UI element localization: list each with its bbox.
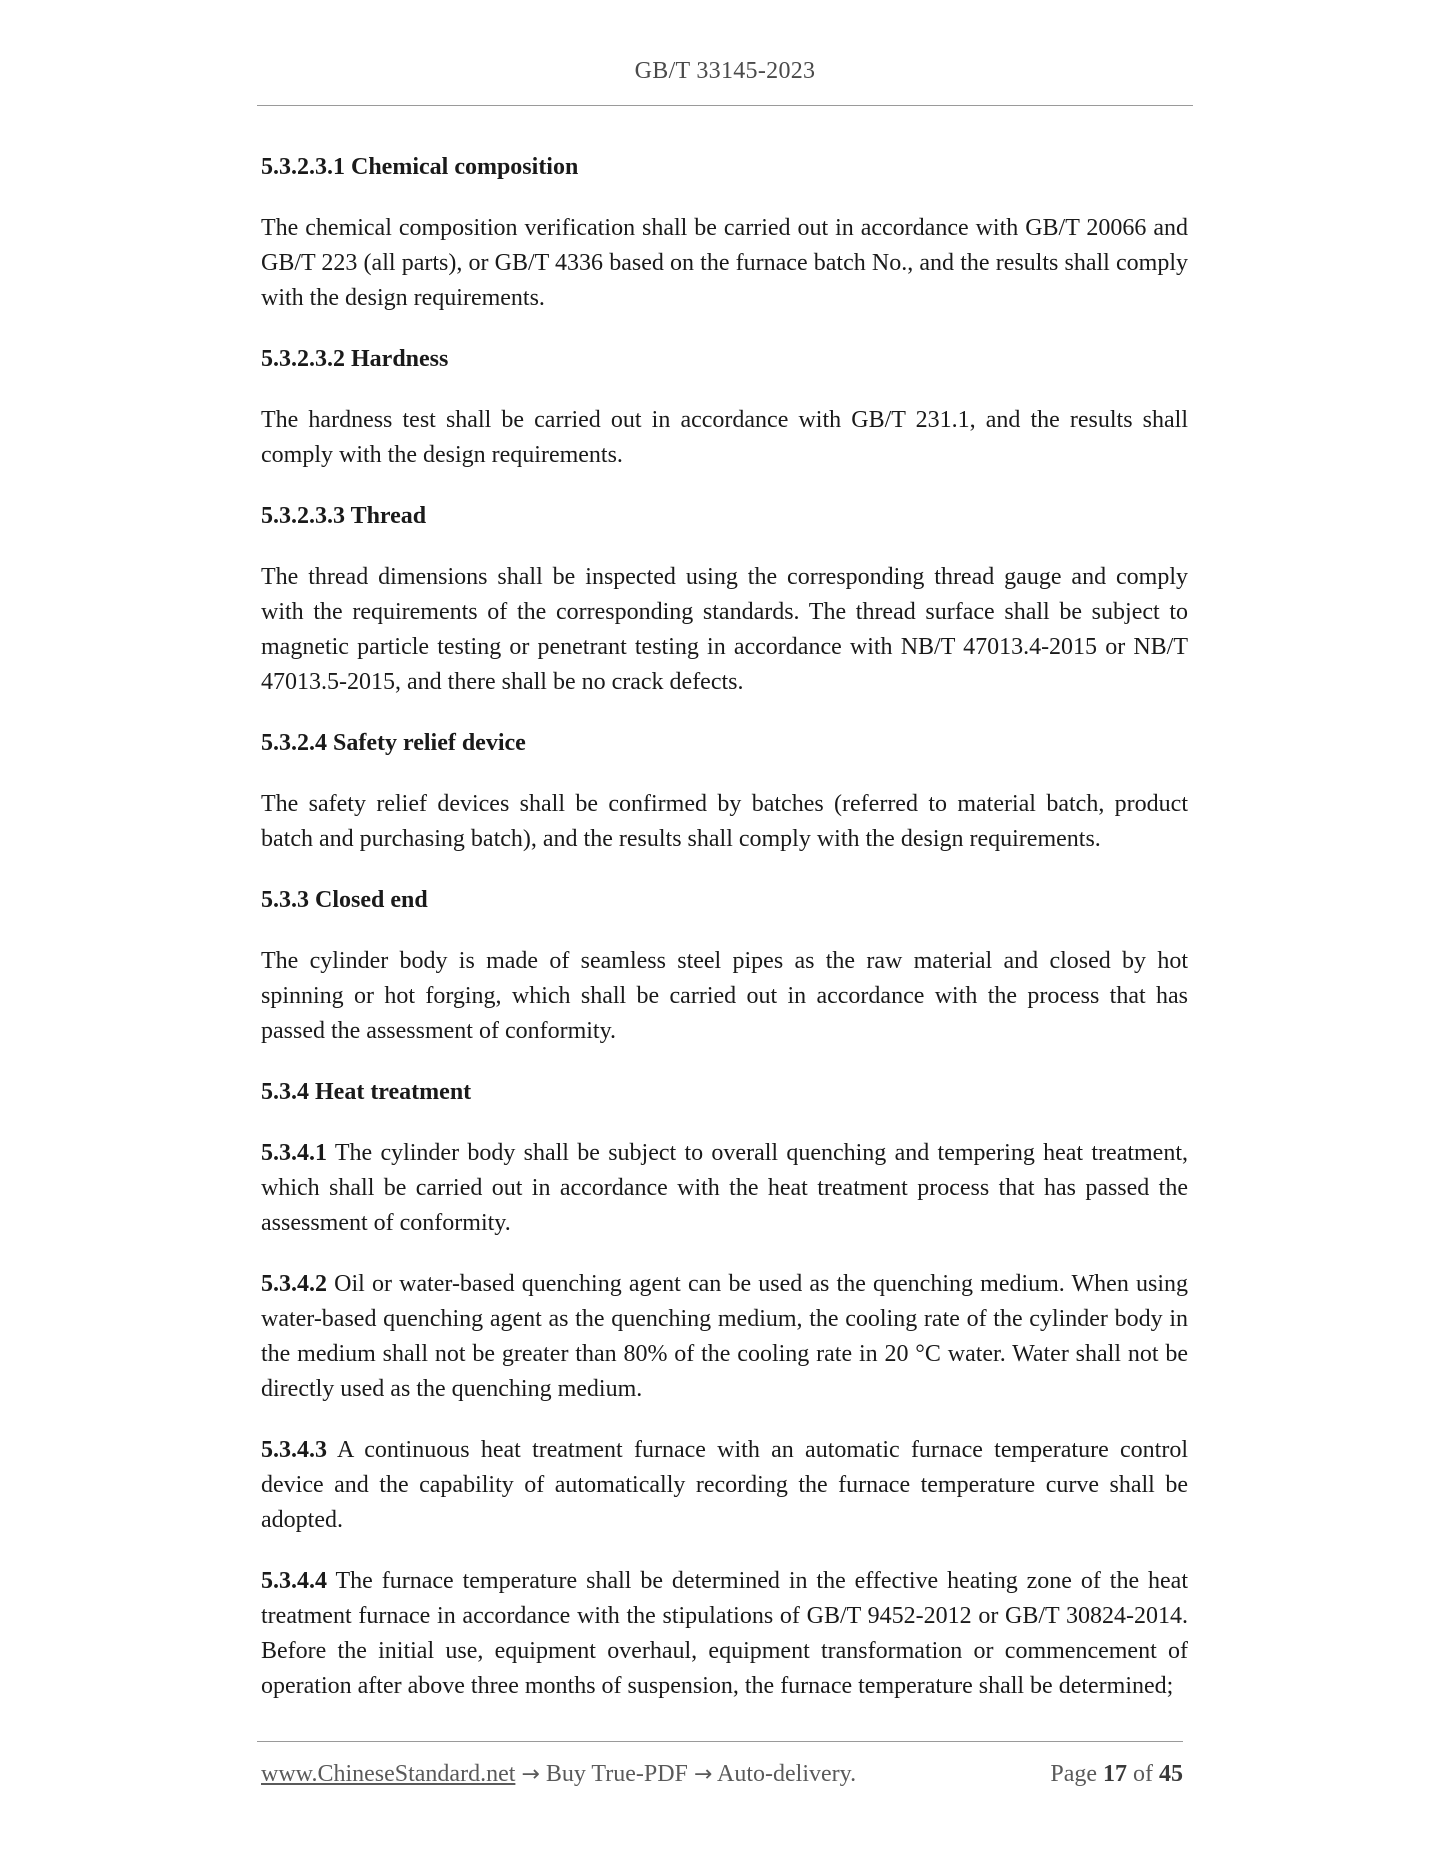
- page-word: Page: [1050, 1761, 1097, 1787]
- delivery-text: Auto-delivery.: [712, 1761, 857, 1787]
- section-paragraph: [261, 403, 1188, 473]
- section-paragraph: [261, 560, 1188, 700]
- clause-paragraph: [261, 1433, 1188, 1538]
- clause-number: 5.3.4.3: [261, 1437, 327, 1463]
- section-heading: 5.3.4 Heat treatment: [261, 1079, 472, 1105]
- page-header: GB/T 33145-2023: [634, 58, 816, 84]
- arrow-right-icon: →: [693, 1762, 713, 1787]
- of-word: of: [1133, 1761, 1153, 1787]
- clause-number: 5.3.4.4: [261, 1568, 327, 1594]
- paragraph-text: Oil or water-based quenching agent can be used as the quenching medium. When using water-based quenching agent as the quenching medium, the cooling rate of the cylinder body in the medium shall not be greater than 80% of the cooling rate in 20 °C water. Water shall not be directly used as the quenching medium.: [261, 1271, 1188, 1402]
- page-total: 45: [1159, 1761, 1183, 1787]
- site-link[interactable]: www.ChineseStandard.net: [261, 1761, 516, 1787]
- paragraph-text: The thread dimensions shall be inspected using the corresponding thread gauge and comply with the requirements of the corresponding standards. The thread surface shall be subject to magnetic particle testing or penetrant testing in accordance with NB/T 47013.4-2015 or NB/T 47013.5-2015, and there shall be no crack defects.: [261, 564, 1188, 695]
- paragraph-text: The cylinder body shall be subject to overall quenching and tempering heat treatment, which shall be carried out in accordance with the heat treatment process that has passed the assessment of conformity.: [261, 1140, 1188, 1236]
- clause-number: 5.3.4.1: [261, 1140, 327, 1166]
- section-heading: 5.3.3 Closed end: [261, 887, 428, 913]
- clause-paragraph: [261, 1267, 1188, 1407]
- document-body: [261, 150, 1188, 1730]
- buy-text: Buy True-PDF: [539, 1761, 694, 1787]
- paragraph-text: The hardness test shall be carried out in accordance with GB/T 231.1, and the results shall comply with the design requirements.: [261, 407, 1188, 468]
- clause-paragraph: [261, 1136, 1188, 1241]
- paragraph-text: The furnace temperature shall be determined in the effective heating zone of the heat treatment furnace in accordance with the stipulations of GB/T 9452-2012 or GB/T 30824-2014. Before the initial use, equipment overhaul, equipment transformation or commencement of operation after above three months of suspension, the furnace temperature shall be determined;: [261, 1568, 1188, 1699]
- page-number: [1050, 1758, 1183, 1790]
- clause-number: 5.3.4.2: [261, 1271, 327, 1297]
- section-heading: 5.3.2.3.2 Hardness: [261, 346, 449, 372]
- section-heading: 5.3.2.3.3 Thread: [261, 503, 427, 529]
- footer-divider: [257, 1741, 1183, 1742]
- section-paragraph: [261, 211, 1188, 316]
- section-paragraph: [261, 944, 1188, 1049]
- clause-paragraph: [261, 1564, 1188, 1704]
- paragraph-text: A continuous heat treatment furnace with an automatic furnace temperature control device and the capability of automatically recording the furnace temperature curve shall be adopted.: [261, 1437, 1188, 1533]
- section-heading: 5.3.2.3.1 Chemical composition: [261, 154, 579, 180]
- paragraph-text: The safety relief devices shall be confirmed by batches (referred to material batch, product batch and purchasing batch), and the results shall comply with the design requirements.: [261, 791, 1188, 852]
- paragraph-text: The cylinder body is made of seamless steel pipes as the raw material and closed by hot spinning or hot forging, which shall be carried out in accordance with the process that has passed the assessment of conformity.: [261, 948, 1188, 1044]
- header-divider: [257, 105, 1193, 106]
- arrow-right-icon: →: [521, 1762, 540, 1787]
- section-paragraph: [261, 787, 1188, 857]
- page-current: 17: [1103, 1761, 1127, 1787]
- paragraph-text: The chemical composition verification shall be carried out in accordance with GB/T 20066 and GB/T 223 (all parts), or GB/T 4336 based on the furnace batch No., and the results shall comply with the design requirements.: [261, 215, 1188, 311]
- footer-promo: [261, 1758, 856, 1791]
- section-heading: 5.3.2.4 Safety relief device: [261, 730, 526, 756]
